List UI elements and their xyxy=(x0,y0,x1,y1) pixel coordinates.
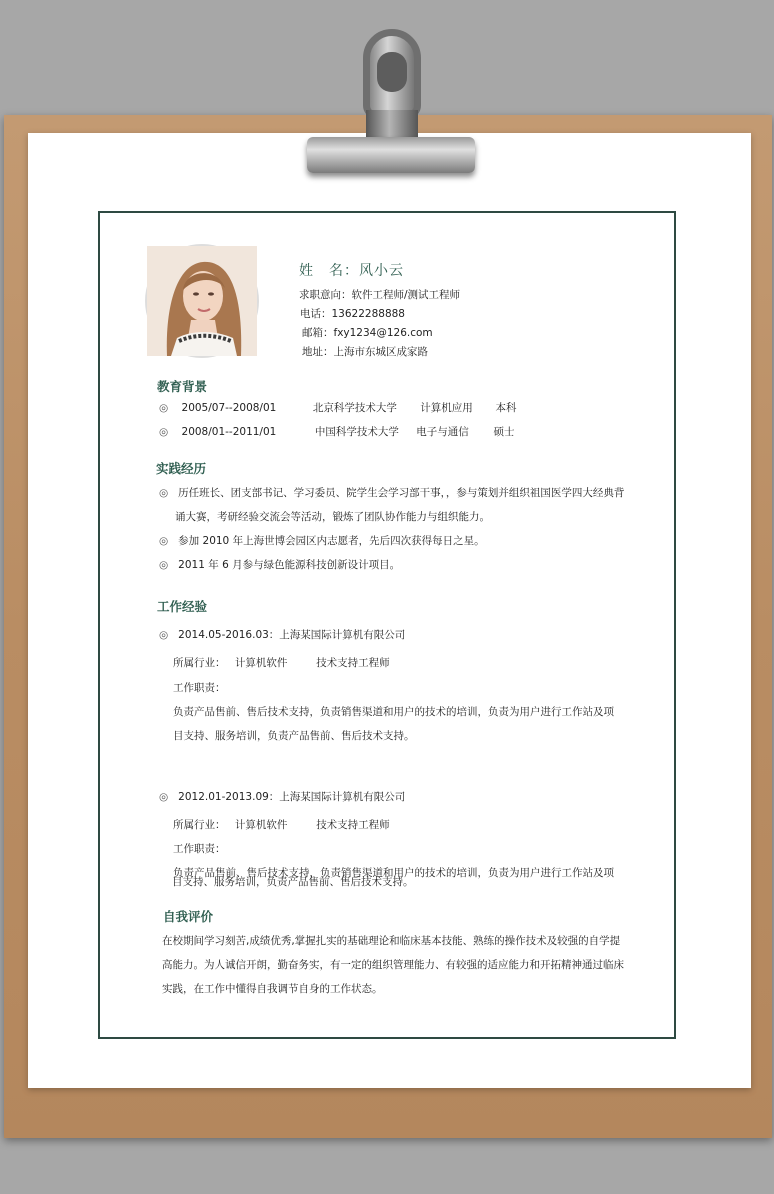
job-header-text: 2014.05-2016.03：上海某国际计算机有限公司 xyxy=(178,629,406,641)
duty-text-clipped xyxy=(172,876,652,894)
edu-school: 中国科学技术大学 xyxy=(314,426,399,438)
education-row xyxy=(159,424,515,439)
bullet-icon: ◎ xyxy=(159,559,169,571)
edu-major: 电子与通信 xyxy=(416,426,469,438)
name-label: 姓 名： xyxy=(299,263,359,279)
phone: 电话：13622288888 xyxy=(300,308,405,320)
edu-degree: 硕士 xyxy=(493,426,515,438)
job-header-text: 2012.01-2013.09：上海某国际计算机有限公司 xyxy=(178,791,406,803)
candidate-name xyxy=(299,260,404,280)
duty-text: 负责产品售前、售后技术支持，负责销售渠道和用户的技术的培训，负责为用户进行工作站及项 xyxy=(173,706,614,718)
edu-period: 2008/01--2011/01 xyxy=(181,426,277,438)
self-eval-line: 在校期间学习刻苦,成绩优秀,掌握扎实的基础理论和临床基本技能、熟练的操作技术及较强的自学提 xyxy=(162,935,621,947)
work-title: 工作经验 xyxy=(157,599,208,614)
self-eval-line: 高能力。为人诚信开朗，勤奋务实，有一定的组织管理能力、有较强的适应能力和开拓精神通过临床 xyxy=(162,959,624,971)
bullet-icon: ◎ xyxy=(159,629,169,641)
edu-degree: 本科 xyxy=(495,402,517,414)
job-header xyxy=(159,789,405,804)
portrait-image xyxy=(147,246,257,356)
job-industry-row xyxy=(173,655,390,670)
binder-clip-base xyxy=(307,137,475,173)
practice-item xyxy=(159,557,400,572)
edu-period: 2005/07--2008/01 xyxy=(181,402,277,414)
job-industry-row xyxy=(173,817,390,832)
binder-clip-hole xyxy=(377,52,407,92)
bullet-icon: ◎ xyxy=(159,487,169,499)
address: 地址：上海市东城区成家路 xyxy=(302,346,428,358)
bullet-icon: ◎ xyxy=(159,791,169,803)
industry-label: 所属行业： xyxy=(173,819,226,831)
education-title: 教育背景 xyxy=(157,379,208,394)
bullet-icon: ◎ xyxy=(159,426,169,438)
job-header xyxy=(159,627,405,642)
practice-text: 2011 年 6 月参与绿色能源科技创新设计项目。 xyxy=(178,559,401,571)
bullet-icon: ◎ xyxy=(159,402,169,414)
duty-text: 负责产品售前、售后技术支持，负责销售渠道和用户的技术的培训，负责为用户进行工作站及项 xyxy=(173,867,614,879)
self-eval-title: 自我评价 xyxy=(163,909,214,924)
bullet-icon: ◎ xyxy=(159,535,169,547)
self-eval-line: 实践，在工作中懂得自我调节自身的工作状态。 xyxy=(162,983,383,995)
industry-value: 计算机软件 xyxy=(234,657,288,669)
industry-value: 计算机软件 xyxy=(234,819,288,831)
name-value: 风小云 xyxy=(359,263,404,279)
self-eval-text xyxy=(162,929,652,1001)
job-intent: 求职意向：软件工程师/测试工程师 xyxy=(299,289,461,301)
email: 邮箱：fxy1234@126.com xyxy=(302,327,433,339)
edu-major: 计算机应用 xyxy=(420,402,473,414)
duty-text: 目支持、服务培训，负责产品售前、售后技术支持。 xyxy=(173,730,415,742)
duty-text: 目支持、服务培训，负责产品售前、售后技术支持。 xyxy=(172,876,414,888)
education-row xyxy=(159,400,517,415)
edu-school: 北京科学技术大学 xyxy=(312,402,397,414)
practice-text: 参加 2010 年上海世博会园区内志愿者，先后四次获得每日之星。 xyxy=(178,535,485,547)
duty-label: 工作职责： xyxy=(173,843,226,855)
avatar xyxy=(147,246,257,356)
practice-text: 历任班长、团支部书记、学习委员、院学生会学习部干事，，参与策划并组织祖国医学四大经典背 xyxy=(178,487,625,499)
duty-label: 工作职责： xyxy=(173,682,226,694)
practice-title: 实践经历 xyxy=(156,461,207,476)
practice-item xyxy=(159,485,624,500)
practice-text-continued: 诵大赛，考研经验交流会等活动，锻炼了团队协作能力与组织能力。 xyxy=(175,511,490,523)
job-role: 技术支持工程师 xyxy=(316,657,390,669)
industry-label: 所属行业： xyxy=(173,657,226,669)
job-role: 技术支持工程师 xyxy=(316,819,390,831)
practice-item xyxy=(159,533,485,548)
